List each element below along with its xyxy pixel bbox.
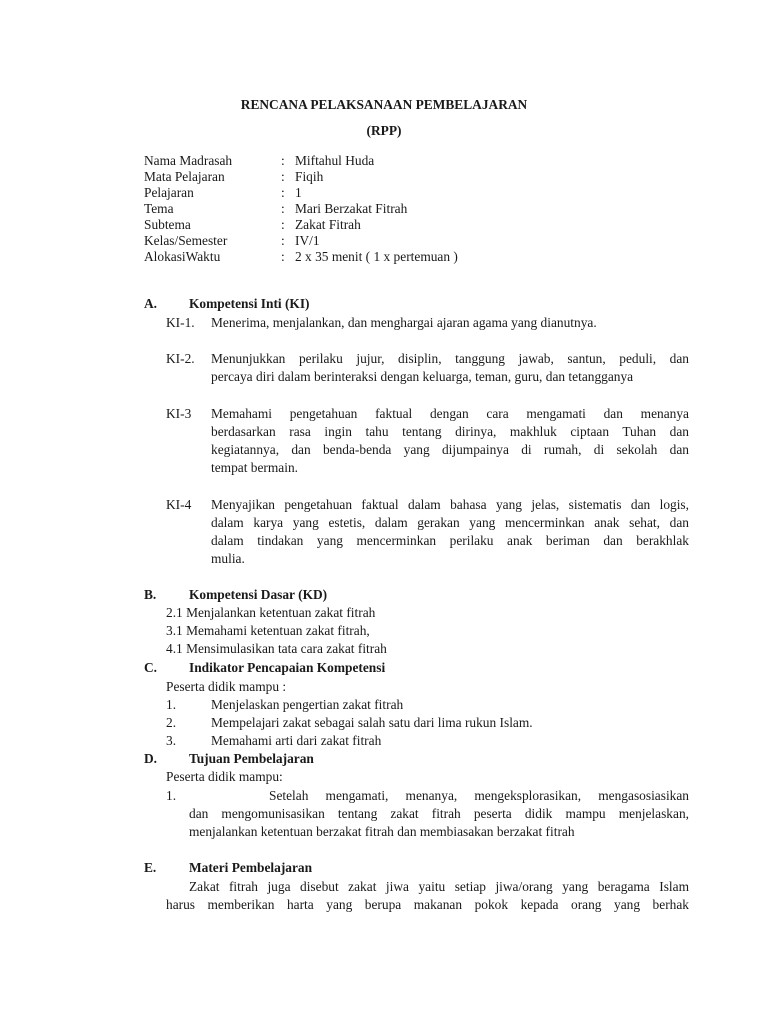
indicator-number: 3. [166,733,177,748]
identity-colon: : [281,153,285,168]
ki-text-line: berdasarkan rasa ingin tahu tentang dirinya, makhluk ciptaan Tuhan dan [211,424,689,439]
ki-text-line: tempat bermain. [211,460,299,475]
kd-item: 2.1 Menjalankan ketentuan zakat fitrah [166,605,376,620]
section-b-letter: B. [144,587,157,602]
objective-text-line: Setelah mengamati, menanya, mengeksplorasikan, mengasosiasikan [269,788,689,803]
ki-code: KI-1. [166,315,195,330]
indicator-text: Mempelajari zakat sebagai salah satu dari lima rukun Islam. [211,715,533,730]
kd-item: 3.1 Memahami ketentuan zakat fitrah, [166,623,370,638]
identity-colon: : [281,185,285,200]
indicator-number: 2. [166,715,177,730]
document-subtitle: (RPP) [366,123,402,138]
ki-code: KI-2. [166,351,195,366]
indicator-text: Memahami arti dari zakat fitrah [211,733,382,748]
ki-text-line: percaya diri dalam berinteraksi dengan keluarga, teman, guru, dan tetangganya [211,369,634,384]
identity-value: Fiqih [295,169,324,184]
ki-code: KI-3 [166,406,192,421]
identity-label: Tema [144,201,174,216]
section-d-letter: D. [144,751,158,766]
identity-value: Miftahul Huda [295,153,375,168]
section-d-heading: Tujuan Pembelajaran [189,751,314,766]
ki-text-line: mulia. [211,551,245,566]
identity-label: Mata Pelajaran [144,169,225,184]
ki-text-line: Menyajikan pengetahuan faktual dalam bahasa yang jelas, sistematis dan logis, [211,497,689,512]
ki-text-line: Menunjukkan perilaku jujur, disiplin, tanggung jawab, santun, peduli, dan [211,351,689,366]
identity-colon: : [281,169,285,184]
identity-label: Kelas/Semester [144,233,228,248]
objective-number: 1. [166,788,177,803]
indicator-text: Menjelaskan pengertian zakat fitrah [211,697,404,712]
material-text-line: Zakat fitrah juga disebut zakat jiwa yaitu setiap jiwa/orang yang beragama Islam [189,879,689,894]
indicator-intro: Peserta didik mampu : [166,679,287,694]
identity-colon: : [281,249,285,264]
objective-text-line: dan mengomunisasikan tentang zakat fitrah peserta didik mampu menjelaskan, [189,806,689,821]
identity-label: AlokasiWaktu [144,249,221,264]
identity-value: Zakat Fitrah [295,217,361,232]
objective-intro: Peserta didik mampu: [166,769,283,784]
ki-text-line: dalam karya yang estetis, dalam gerakan yang mencerminkan anak sehat, dan [211,515,689,530]
section-b-heading: Kompetensi Dasar (KD) [189,587,328,602]
section-c-heading: Indikator Pencapaian Kompetensi [189,660,386,675]
indicator-number: 1. [166,697,177,712]
ki-code: KI-4 [166,497,192,512]
identity-label: Nama Madrasah [144,153,233,168]
section-a-letter: A. [144,296,158,311]
kd-item: 4.1 Mensimulasikan tata cara zakat fitrah [166,641,387,656]
identity-value: 2 x 35 menit ( 1 x pertemuan ) [295,249,458,264]
document-title: RENCANA PELAKSANAAN PEMBELAJARAN [240,97,528,112]
section-c-letter: C. [144,660,158,675]
identity-value: IV/1 [295,233,320,248]
identity-label: Subtema [144,217,191,232]
section-a-heading: Kompetensi Inti (KI) [189,296,310,311]
identity-colon: : [281,201,285,216]
section-e-letter: E. [144,860,157,875]
identity-colon: : [281,233,285,248]
material-text-line: harus memberikan harta yang berupa makanan pokok kepada orang yang berhak [166,897,689,912]
ki-text-line: kegiatannya, dan benda-benda yang dijumpainya di rumah, di sekolah dan [211,442,689,457]
identity-value: 1 [295,185,302,200]
section-e-heading: Materi Pembelajaran [189,860,313,875]
identity-label: Pelajaran [144,185,194,200]
ki-text-line: Menerima, menjalankan, dan menghargai ajaran agama yang dianutnya. [211,315,597,330]
ki-text-line: dalam tindakan yang mencerminkan perilaku anak beriman dan berakhlak [211,533,689,548]
identity-colon: : [281,217,285,232]
objective-text-line: menjalankan ketentuan berzakat fitrah dan membiasakan berzakat fitrah [189,824,575,839]
ki-text-line: Memahami pengetahuan faktual dengan cara mengamati dan menanya [211,406,689,421]
identity-value: Mari Berzakat Fitrah [295,201,408,216]
